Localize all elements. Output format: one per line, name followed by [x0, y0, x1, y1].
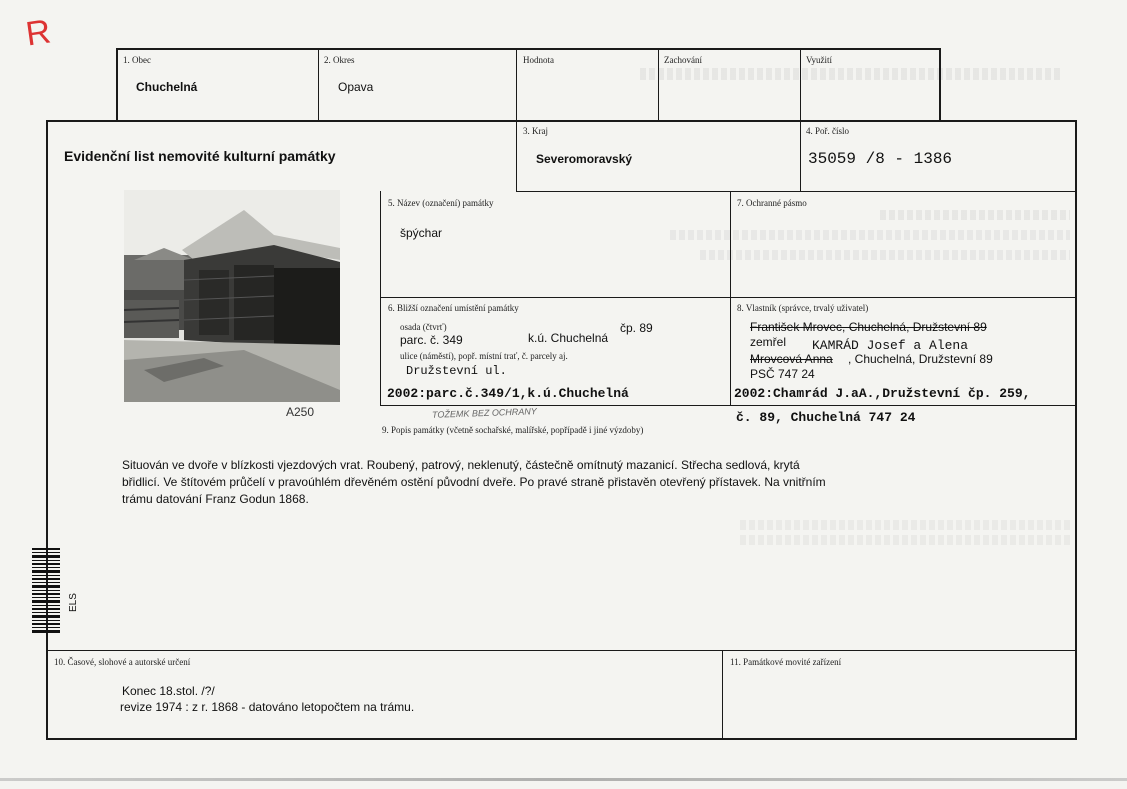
divider: [658, 48, 659, 122]
obec-value: Chuchelná: [136, 80, 198, 94]
monument-photo: [124, 190, 340, 402]
por-cislo-label: 4. Poř. číslo: [806, 126, 850, 136]
ku-value: k.ú. Chuchelná: [528, 331, 609, 345]
cp-value: čp. 89: [620, 321, 653, 335]
popis-line-2: břidlicí. Ve štítovém průčelí v pravoúhlém dřevěném ostění původní dveře. Po pravé straně přistavěn otevřený přístavek. Na vnitřním: [122, 475, 826, 489]
popis-line-1: Situován ve dvoře v blízkosti vjezdových vrat. Roubený, patrový, neklenutý, částečně omítnutý mazanicí. Střecha sedlová, krytá: [122, 458, 800, 472]
nazev-value: špýchar: [400, 226, 443, 240]
divider: [380, 297, 1077, 298]
hodnota-label: Hodnota: [523, 55, 554, 65]
vlastnik-new-name: KAMRÁD Josef a Alena: [812, 338, 969, 353]
divider: [46, 650, 1077, 651]
urceni-label: 10. Časové, slohové a autorské určení: [54, 657, 191, 667]
obec-label: 1. Obec: [123, 55, 151, 65]
vlastnik-update-2: č. 89, Chuchelná 747 24: [736, 410, 916, 425]
okres-value: Opava: [338, 80, 374, 94]
popis-line-3: trámu datování Franz Godun 1868.: [122, 492, 309, 506]
vlastnik-update-1: 2002:Chamrád J.aA.,Družstevní čp. 259,: [734, 386, 1031, 401]
side-stamp: ELS: [68, 593, 79, 612]
vyuziti-label: Využití: [806, 55, 832, 65]
divider: [800, 120, 801, 192]
nazev-label: 5. Název (označení) památky: [388, 198, 494, 208]
urceni-line-1: Konec 18.stol. /?/: [122, 684, 215, 698]
granary-photo-image: [124, 190, 340, 402]
vlastnik-original: František Mrovec, Chuchelná, Družstevní 89: [750, 320, 987, 334]
divider: [800, 48, 801, 122]
popis-label: 9. Popis památky (včetně sochařské, malířské, popřípadě i jiné výzdoby): [382, 425, 644, 435]
vlastnik-psc: PSČ 747 24: [750, 367, 815, 381]
vlastnik-label: 8. Vlastník (správce, trvalý uživatel): [737, 303, 869, 313]
vlastnik-struck-name: Mrovcová Anna: [750, 352, 833, 366]
corner-mark: R: [23, 12, 54, 54]
vlastnik-died-note: zemřel: [750, 335, 787, 349]
divider: [516, 191, 1077, 192]
okres-label: 2. Okres: [324, 55, 355, 65]
divider: [380, 191, 381, 406]
handwritten-note: TOŽEMK BEZ OCHRANY: [431, 406, 538, 420]
barcode-sticker: [32, 548, 68, 634]
ochranne-pasmo-label: 7. Ochranné pásmo: [737, 198, 807, 208]
kraj-label: 3. Kraj: [523, 126, 548, 136]
zarizeni-label: 11. Památkové movité zařízení: [730, 657, 842, 667]
parc-value: parc. č. 349: [400, 333, 463, 347]
umisteni-label: 6. Bližší označení umístění památky: [388, 303, 519, 313]
divider: [380, 405, 1077, 406]
scan-edge: [0, 778, 1127, 781]
umisteni-update: 2002:parc.č.349/1,k.ú.Chuchelná: [387, 386, 629, 401]
photo-caption: A250: [286, 405, 315, 419]
osada-label: osada (čtvrť): [400, 322, 447, 332]
divider: [516, 120, 517, 192]
kraj-value: Severomoravský: [536, 152, 633, 166]
urceni-line-2: revize 1974 : z r. 1868 - datováno letopočtem na trámu.: [120, 700, 415, 714]
zachovani-label: Zachování: [664, 55, 702, 65]
vlastnik-address: , Chuchelná, Družstevní 89: [848, 352, 993, 366]
por-cislo-value: 35059 /8 - 1386: [808, 150, 953, 168]
ulice-value: Družstevní ul.: [406, 364, 507, 378]
form-title: Evidenční list nemovité kulturní památky: [64, 148, 336, 164]
divider: [516, 48, 517, 122]
divider: [318, 48, 319, 122]
divider: [730, 191, 731, 406]
divider: [722, 650, 723, 740]
ulice-label: ulice (náměstí), popř. místní trať, č. parcely aj.: [400, 351, 568, 361]
